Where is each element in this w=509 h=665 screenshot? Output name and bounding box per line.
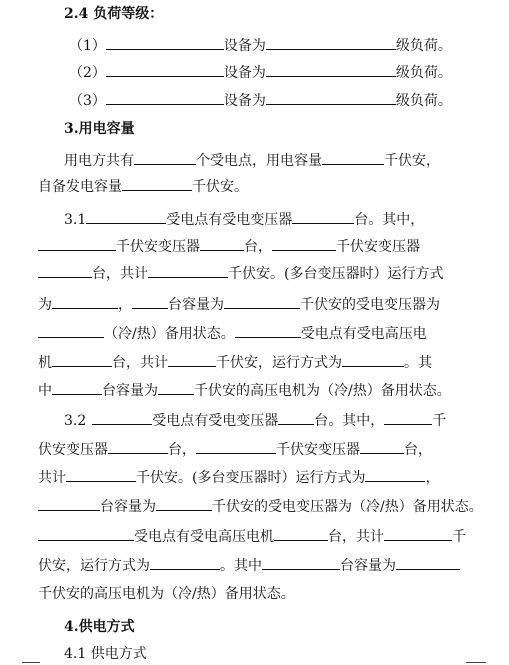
text: 3.2 [64, 413, 87, 429]
blank-field[interactable] [66, 467, 136, 482]
row-number: （1） [69, 38, 106, 54]
capacity-line-2 [38, 176, 248, 197]
blank-field[interactable] [272, 236, 336, 251]
text: ， [425, 470, 440, 486]
blank-field[interactable] [365, 467, 425, 482]
text: 机 [38, 355, 52, 371]
text: 个受电点，用电容量 [196, 153, 322, 169]
blank-field[interactable] [262, 555, 340, 570]
text: ， [118, 297, 132, 313]
text: 千伏安的受电变压器为 [300, 297, 440, 313]
blank-field[interactable] [274, 526, 328, 541]
text: 台。其中， [354, 212, 425, 228]
blank-field[interactable] [158, 380, 194, 395]
blank-field[interactable] [235, 323, 301, 338]
blank-field[interactable] [52, 294, 118, 309]
section-3-heading: 3.用电容量 [64, 121, 135, 137]
text: 千伏安的受电变压器为（冷/热）备用状态。 [212, 499, 483, 515]
blank-field[interactable] [360, 439, 404, 454]
blank-field[interactable] [86, 209, 166, 224]
load-level-row-2 [69, 62, 452, 83]
p31-line-4 [38, 294, 440, 315]
p31-line-5 [38, 323, 427, 344]
blank-field[interactable] [52, 380, 102, 395]
text: 自备发电容量 [38, 179, 122, 195]
row-number: （2） [69, 65, 106, 81]
blank-field[interactable] [342, 352, 404, 367]
blank-field[interactable] [168, 352, 216, 367]
blank-field[interactable] [132, 294, 168, 309]
p31-line-2 [38, 236, 420, 257]
blank-field[interactable] [38, 526, 134, 541]
blank-field[interactable] [278, 410, 314, 425]
page-divider [22, 662, 40, 663]
text: 台容量为 [340, 558, 396, 574]
text: 千伏安变压器 [336, 239, 420, 255]
text: 台， [404, 442, 432, 458]
text: 台，共计 [92, 266, 148, 282]
blank-field[interactable] [92, 410, 152, 425]
capacity-line-1 [64, 150, 440, 171]
blank-field[interactable] [384, 410, 432, 425]
blank-field[interactable] [266, 90, 396, 105]
text: 受电点有受电高压电 [300, 326, 427, 342]
blank-field[interactable] [52, 352, 112, 367]
text: 千伏安， [384, 153, 440, 169]
text: 千伏安变压器 [276, 442, 360, 458]
text: 千 [432, 413, 447, 429]
blank-field[interactable] [292, 209, 354, 224]
text: 受电点有受电变压器 [152, 413, 279, 429]
row-text: 设备为 [223, 38, 266, 54]
blank-field[interactable] [106, 90, 224, 105]
blank-field[interactable] [148, 263, 228, 278]
text: 用电方共有 [64, 153, 134, 169]
text: 台，共计 [112, 355, 168, 371]
text: 千伏安的高压电机为（冷/热）备用状态。 [38, 586, 295, 602]
text: 台容量为 [168, 297, 224, 313]
text: 台容量为 [100, 499, 156, 515]
text: 为 [38, 297, 52, 313]
text: 。其中 [220, 558, 262, 574]
text: 共计 [38, 470, 66, 486]
blank-field[interactable] [196, 439, 276, 454]
p32-line-6 [38, 555, 460, 576]
p32-line-7 [38, 584, 295, 604]
blank-field[interactable] [106, 62, 224, 77]
text: 千伏安。(多台变压器时）运行方式 [228, 266, 444, 282]
p31-line-6 [38, 352, 432, 373]
row-number: （3） [69, 93, 106, 109]
text: 千伏安的高压电机为（冷/热）备用状态。 [194, 383, 451, 399]
row-text: 级负荷。 [395, 65, 452, 81]
p32-line-1 [64, 410, 446, 431]
text: 中 [38, 383, 52, 399]
text: 千伏安。 [192, 179, 248, 195]
blank-field[interactable] [38, 236, 116, 251]
page-divider [466, 662, 486, 663]
load-level-row-3 [69, 90, 452, 111]
load-level-row-1 [69, 35, 452, 56]
text: 千伏安变压器 [116, 239, 200, 255]
blank-field[interactable] [38, 496, 100, 511]
text: 伏安，运行方式为 [38, 558, 150, 574]
blank-field[interactable] [150, 555, 220, 570]
blank-field[interactable] [266, 35, 396, 50]
blank-field[interactable] [384, 526, 452, 541]
p31-line-7 [38, 380, 451, 401]
text: 台， [168, 442, 196, 458]
p31-line-3 [38, 263, 443, 284]
blank-field[interactable] [134, 150, 196, 165]
text: 台， [244, 239, 272, 255]
text: 台。其中， [314, 413, 385, 429]
blank-field[interactable] [106, 35, 224, 50]
blank-field[interactable] [38, 263, 92, 278]
blank-field[interactable] [322, 150, 384, 165]
blank-field[interactable] [266, 62, 396, 77]
row-text: 级负荷。 [395, 38, 452, 54]
section-2-4-heading: 2.4 负荷等级： [64, 6, 164, 22]
text: （冷/热）备用状态。 [104, 326, 235, 342]
text: 台，共计 [328, 529, 384, 545]
text: 台容量为 [102, 383, 158, 399]
text: 伏安变压器 [38, 442, 108, 458]
text: 3.1 [64, 212, 87, 228]
p32-line-3 [38, 467, 439, 488]
p32-line-5 [38, 526, 466, 547]
blank-field[interactable] [396, 555, 460, 570]
blank-field[interactable] [108, 439, 168, 454]
text: 。其 [404, 355, 432, 371]
blank-field[interactable] [38, 323, 104, 338]
blank-field[interactable] [200, 236, 244, 251]
section-4-1-heading: 4.1 供电方式 [64, 646, 147, 662]
p32-line-2 [38, 439, 432, 460]
p32-line-4 [38, 496, 483, 517]
text: 受电点有受电高压电机 [134, 529, 274, 545]
text: 受电点有受电变压器 [166, 212, 293, 228]
text: 千 [452, 529, 466, 545]
p31-line-1 [64, 209, 424, 230]
text: 千伏安，运行方式为 [216, 355, 342, 371]
blank-field[interactable] [224, 294, 300, 309]
blank-field[interactable] [156, 496, 212, 511]
blank-field[interactable] [122, 176, 192, 191]
row-text: 级负荷。 [395, 93, 452, 109]
row-text: 设备为 [223, 93, 266, 109]
text: 千伏安。(多台变压器时）运行方式为 [136, 470, 366, 486]
section-4-heading: 4.供电方式 [64, 619, 135, 635]
row-text: 设备为 [223, 65, 266, 81]
